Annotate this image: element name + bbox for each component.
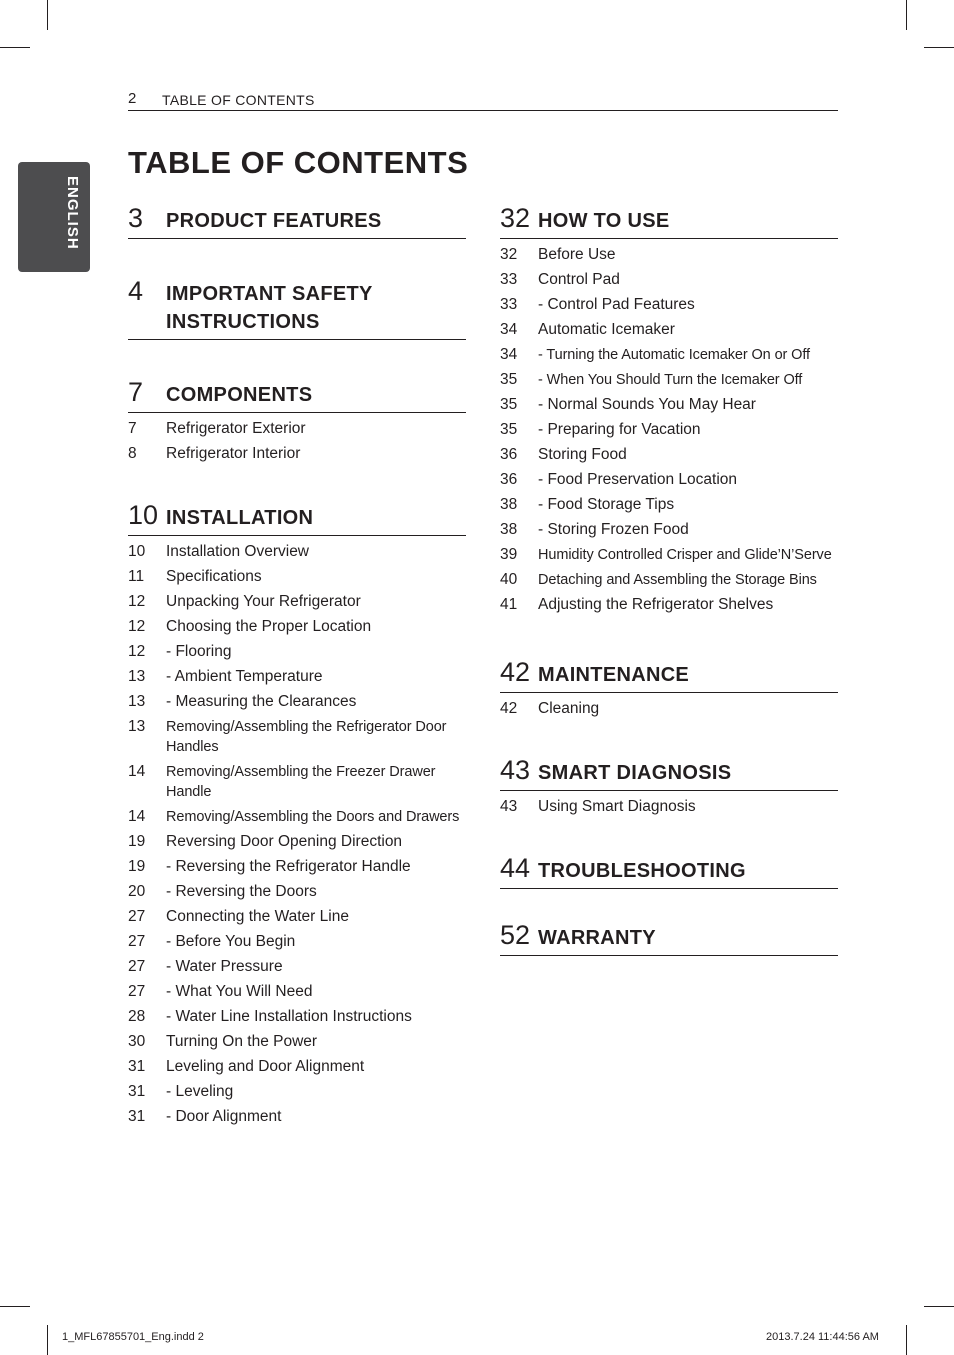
entry-page-number: 35	[500, 421, 518, 438]
entry-page-number: 12	[128, 593, 146, 610]
section-gap	[500, 620, 838, 656]
toc-entry[interactable]	[500, 320, 838, 340]
crop-mark	[47, 1325, 48, 1355]
entry-title: - Reversing the Refrigerator Handle	[166, 858, 411, 875]
entry-title: Before Use	[538, 246, 616, 263]
section-page-number: 42	[500, 657, 531, 687]
entry-page-number: 35	[500, 371, 518, 388]
section-gap	[128, 469, 466, 499]
toc-entry[interactable]	[128, 1082, 466, 1102]
entry-title: Humidity Controlled Crisper and Glide’N’Serve	[538, 547, 832, 563]
footer-file-info: 1_MFL67855701_Eng.indd 2	[62, 1331, 204, 1343]
entry-page-number: 20	[128, 883, 146, 900]
section-title: HOW TO USE	[538, 210, 670, 232]
toc-entry[interactable]	[128, 667, 466, 687]
toc-entry[interactable]	[128, 907, 466, 927]
toc-entry[interactable]	[500, 520, 838, 540]
entry-page-number: 27	[128, 933, 146, 950]
section-heading[interactable]	[500, 202, 838, 239]
toc-entry[interactable]	[500, 495, 838, 515]
entry-title: - Food Preservation Location	[538, 471, 738, 488]
entry-page-number: 36	[500, 471, 518, 488]
entry-title: Refrigerator Exterior	[166, 420, 306, 437]
entry-title: Installation Overview	[166, 543, 310, 560]
entry-page-number: 33	[500, 296, 518, 313]
entry-title: Specifications	[166, 568, 262, 585]
entry-title: - What You Will Need	[166, 983, 313, 1000]
entry-title: - Reversing the Doors	[166, 883, 317, 900]
entry-page-number: 38	[500, 521, 518, 538]
page-title: TABLE OF CONTENTS	[128, 145, 469, 180]
entry-page-number: 27	[128, 958, 146, 975]
entry-page-number: 19	[128, 833, 146, 850]
toc-section	[500, 919, 838, 956]
toc-entry[interactable]	[500, 445, 838, 465]
entry-page-number: 19	[128, 858, 146, 875]
toc-entry[interactable]	[128, 832, 466, 852]
toc-section	[128, 499, 466, 1127]
entry-title: Detaching and Assembling the Storage Bins	[538, 572, 817, 588]
language-label: ENGLISH	[64, 176, 81, 250]
toc-entry[interactable]	[500, 470, 838, 490]
language-tab	[18, 162, 90, 272]
section-gap	[128, 340, 466, 376]
section-heading[interactable]	[128, 499, 466, 536]
toc-entry[interactable]	[128, 982, 466, 1002]
entry-page-number: 28	[128, 1008, 146, 1025]
toc-entry[interactable]	[500, 395, 838, 415]
entry-title: - Measuring the Clearances	[166, 693, 357, 710]
section-heading[interactable]	[500, 852, 838, 889]
section-gap	[500, 822, 838, 852]
crop-mark	[906, 0, 907, 30]
entry-title: - Turning the Automatic Icemaker On or Off	[538, 347, 810, 363]
toc-entry[interactable]	[128, 567, 466, 587]
section-heading[interactable]	[128, 275, 466, 340]
section-heading[interactable]	[128, 376, 466, 413]
toc-entry[interactable]	[128, 882, 466, 902]
entry-title: - Food Storage Tips	[538, 496, 675, 513]
entry-page-number: 30	[128, 1033, 146, 1050]
toc-entry[interactable]	[128, 1107, 466, 1127]
toc-section	[128, 202, 466, 239]
section-heading[interactable]	[500, 656, 838, 693]
entry-title: - Before You Begin	[166, 933, 296, 950]
entry-title: - Leveling	[166, 1083, 234, 1100]
entry-page-number: 31	[128, 1058, 146, 1075]
section-page-number: 4	[128, 276, 144, 306]
section-entries	[500, 791, 838, 817]
section-heading[interactable]	[500, 919, 838, 956]
entry-title: Connecting the Water Line	[166, 908, 349, 925]
toc-section	[500, 754, 838, 817]
toc-section	[500, 202, 838, 615]
entry-page-number: 38	[500, 496, 518, 513]
entry-title: Removing/Assembling the Freezer Drawer Handle	[166, 764, 436, 800]
section-page-number: 3	[128, 203, 144, 233]
page-number: 2	[128, 90, 137, 107]
entry-page-number: 13	[128, 668, 146, 685]
section-title: TROUBLESHOOTING	[538, 860, 746, 882]
entry-page-number: 41	[500, 596, 518, 613]
toc-entry[interactable]	[500, 270, 838, 290]
entry-title: - Water Line Installation Instructions	[166, 1008, 412, 1025]
toc-entry[interactable]	[128, 444, 466, 464]
section-gap	[500, 724, 838, 754]
toc-left-column	[128, 202, 466, 1132]
toc-entry[interactable]	[500, 570, 838, 590]
section-title: PRODUCT FEATURES	[166, 210, 382, 232]
section-gap	[500, 889, 838, 919]
entry-page-number: 33	[500, 271, 518, 288]
running-title: TABLE OF CONTENTS	[162, 92, 315, 108]
entry-page-number: 40	[500, 571, 518, 588]
crop-mark	[47, 0, 48, 30]
entry-title: - Preparing for Vacation	[538, 421, 701, 438]
entry-title: - Water Pressure	[166, 958, 283, 975]
entry-page-number: 7	[128, 420, 137, 437]
toc-entry[interactable]	[128, 1032, 466, 1052]
entry-page-number: 31	[128, 1083, 146, 1100]
section-page-number: 32	[500, 203, 531, 233]
crop-mark	[0, 1306, 30, 1307]
entry-title: Refrigerator Interior	[166, 445, 301, 462]
toc-entry[interactable]	[500, 545, 838, 565]
entry-title: Choosing the Proper Location	[166, 618, 372, 635]
toc-section	[128, 275, 466, 340]
entry-page-number: 36	[500, 446, 518, 463]
section-page-number: 43	[500, 755, 531, 785]
entry-page-number: 10	[128, 543, 146, 560]
crop-mark	[924, 1306, 954, 1307]
section-title: MAINTENANCE	[538, 664, 690, 686]
section-entries	[128, 536, 466, 1127]
toc-entry[interactable]	[500, 370, 838, 390]
crop-mark	[0, 47, 30, 48]
toc-entry[interactable]	[128, 692, 466, 712]
toc-entry[interactable]	[128, 1007, 466, 1027]
entry-page-number: 39	[500, 546, 518, 563]
section-title: WARRANTY	[538, 927, 656, 949]
toc-section	[128, 376, 466, 464]
toc-entry[interactable]	[128, 932, 466, 952]
toc-entry[interactable]	[500, 699, 838, 719]
entry-page-number: 42	[500, 700, 518, 717]
section-page-number: 44	[500, 853, 531, 883]
toc-entry[interactable]	[128, 592, 466, 612]
toc-entry[interactable]	[500, 420, 838, 440]
crop-mark	[924, 47, 954, 48]
toc-entry[interactable]	[500, 245, 838, 265]
toc-entry[interactable]	[128, 542, 466, 562]
entry-page-number: 14	[128, 763, 146, 780]
entry-title: Unpacking Your Refrigerator	[166, 593, 361, 610]
entry-title: - Flooring	[166, 643, 232, 660]
entry-page-number: 8	[128, 445, 137, 462]
entry-title: Storing Food	[538, 446, 627, 463]
entry-page-number: 35	[500, 396, 518, 413]
entry-page-number: 43	[500, 798, 518, 815]
entry-title: Removing/Assembling the Doors and Drawers	[166, 809, 460, 825]
entry-title: Turning On the Power	[166, 1033, 318, 1050]
section-page-number: 10	[128, 500, 159, 530]
entry-page-number: 27	[128, 983, 146, 1000]
section-title: IMPORTANT SAFETY INSTRUCTIONS	[166, 283, 373, 333]
entry-page-number: 34	[500, 321, 518, 338]
entry-title: Cleaning	[538, 700, 600, 717]
entry-page-number: 12	[128, 618, 146, 635]
entry-title: - Control Pad Features	[538, 296, 695, 313]
toc-entry[interactable]	[128, 617, 466, 637]
toc-entry[interactable]	[128, 1057, 466, 1077]
entry-page-number: 32	[500, 246, 518, 263]
entry-page-number: 13	[128, 693, 146, 710]
toc-section	[500, 852, 838, 889]
section-page-number: 52	[500, 920, 531, 950]
toc-entry[interactable]	[500, 295, 838, 315]
toc-entry[interactable]	[500, 345, 838, 365]
toc-entry[interactable]	[128, 717, 466, 757]
toc-right-column	[500, 202, 838, 956]
toc-entry[interactable]	[128, 957, 466, 977]
crop-mark	[906, 1325, 907, 1355]
entry-title: - When You Should Turn the Icemaker Off	[538, 372, 803, 388]
entry-page-number: 31	[128, 1108, 146, 1125]
section-entries	[500, 693, 838, 719]
section-title: INSTALLATION	[166, 507, 314, 529]
entry-title: - Door Alignment	[166, 1108, 282, 1125]
section-heading[interactable]	[128, 202, 466, 239]
toc-entry[interactable]	[128, 642, 466, 662]
toc-entry[interactable]	[128, 807, 466, 827]
entry-title: - Normal Sounds You May Hear	[538, 396, 756, 413]
entry-title: - Ambient Temperature	[166, 668, 323, 685]
section-entries	[128, 413, 466, 464]
entry-title: - Storing Frozen Food	[538, 521, 689, 538]
entry-page-number: 27	[128, 908, 146, 925]
entry-page-number: 13	[128, 718, 146, 735]
toc-entry[interactable]	[128, 857, 466, 877]
footer-timestamp: 2013.7.24 11:44:56 AM	[766, 1331, 879, 1343]
entry-page-number: 14	[128, 808, 146, 825]
entry-title: Adjusting the Refrigerator Shelves	[538, 596, 774, 613]
entry-title: Using Smart Diagnosis	[538, 798, 696, 815]
section-page-number: 7	[128, 377, 144, 407]
section-heading[interactable]	[500, 754, 838, 791]
entry-page-number: 34	[500, 346, 518, 363]
toc-entry[interactable]	[128, 762, 466, 802]
entry-title: Control Pad	[538, 271, 620, 288]
toc-section	[500, 656, 838, 719]
toc-entry[interactable]	[500, 797, 838, 817]
entry-title: Reversing Door Opening Direction	[166, 833, 403, 850]
entry-title: Removing/Assembling the Refrigerator Door Handles	[166, 719, 447, 755]
toc-entry[interactable]	[128, 419, 466, 439]
section-entries	[500, 239, 838, 615]
running-header	[128, 90, 838, 111]
entry-page-number: 11	[128, 568, 145, 585]
toc-entry[interactable]	[500, 595, 838, 615]
section-title: COMPONENTS	[166, 384, 313, 406]
entry-title: Leveling and Door Alignment	[166, 1058, 365, 1075]
section-title: SMART DIAGNOSIS	[538, 762, 732, 784]
entry-page-number: 12	[128, 643, 146, 660]
section-gap	[128, 239, 466, 275]
entry-title: Automatic Icemaker	[538, 321, 675, 338]
